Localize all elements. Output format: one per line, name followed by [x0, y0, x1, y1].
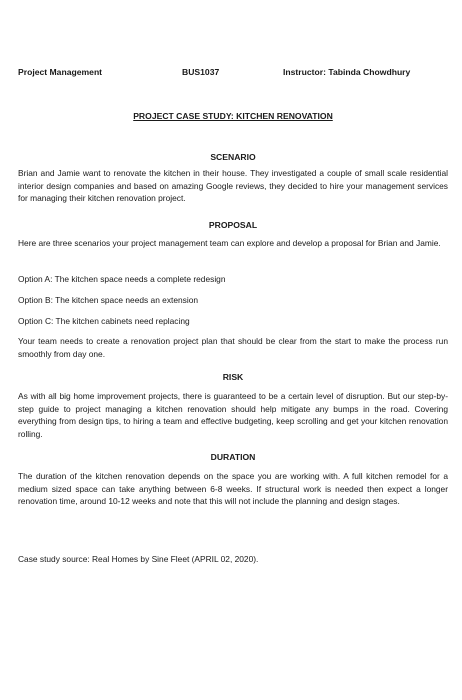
option-b-item: Option B: The kitchen space needs an extension: [18, 295, 199, 305]
risk-paragraph: As with all big home improvement projects, there is guaranteed to be a certain level of disruption. But our step-by-step guide to project managing a kitchen renovation should help mitigate any bumps in the road. Covering everything from design tips, to hiring a team and effective budgeting, keep scrolling and get your kitchen renovation rolling.: [18, 391, 448, 439]
scenario-heading: SCENARIO: [210, 152, 256, 162]
proposal-heading: PROPOSAL: [208, 220, 258, 230]
proposal-closing-paragraph: Your team needs to create a renovation project plan that should be clear from the start to make the process run smoothly from day one.: [18, 336, 448, 359]
risk-heading: RISK: [222, 372, 244, 382]
document-header: [18, 67, 448, 79]
duration-heading: DURATION: [210, 452, 256, 462]
course-code: BUS1037: [182, 67, 220, 77]
instructor-name: Instructor: Tabinda Chowdhury: [283, 67, 411, 77]
document-title: PROJECT CASE STUDY: KITCHEN RENOVATION: [133, 111, 333, 121]
proposal-intro-paragraph: Here are three scenarios your project management team can explore and develop a proposal for Brian and Jamie.: [18, 238, 441, 248]
course-name: Project Management: [18, 67, 103, 77]
option-c-item: Option C: The kitchen cabinets need replacing: [18, 316, 190, 326]
scenario-paragraph: Brian and Jamie want to renovate the kitchen in their house. They investigated a couple of small scale residential interior design companies and based on amazing Google reviews, they decided to hire your management services for managing their kitchen renovation project.: [18, 168, 448, 204]
option-a-item: Option A: The kitchen space needs a complete redesign: [18, 274, 226, 284]
case-study-source: Case study source: Real Homes by Sine Fleet (APRIL 02, 2020).: [18, 554, 259, 564]
duration-paragraph: The duration of the kitchen renovation depends on the space you are working with. A full kitchen remodel for a medium sized space can take anything between 6-8 weeks. If structural work is needed then expect a longer renovation time, around 10-12 weeks and note that this will not include the planning and design stages.: [18, 471, 448, 507]
